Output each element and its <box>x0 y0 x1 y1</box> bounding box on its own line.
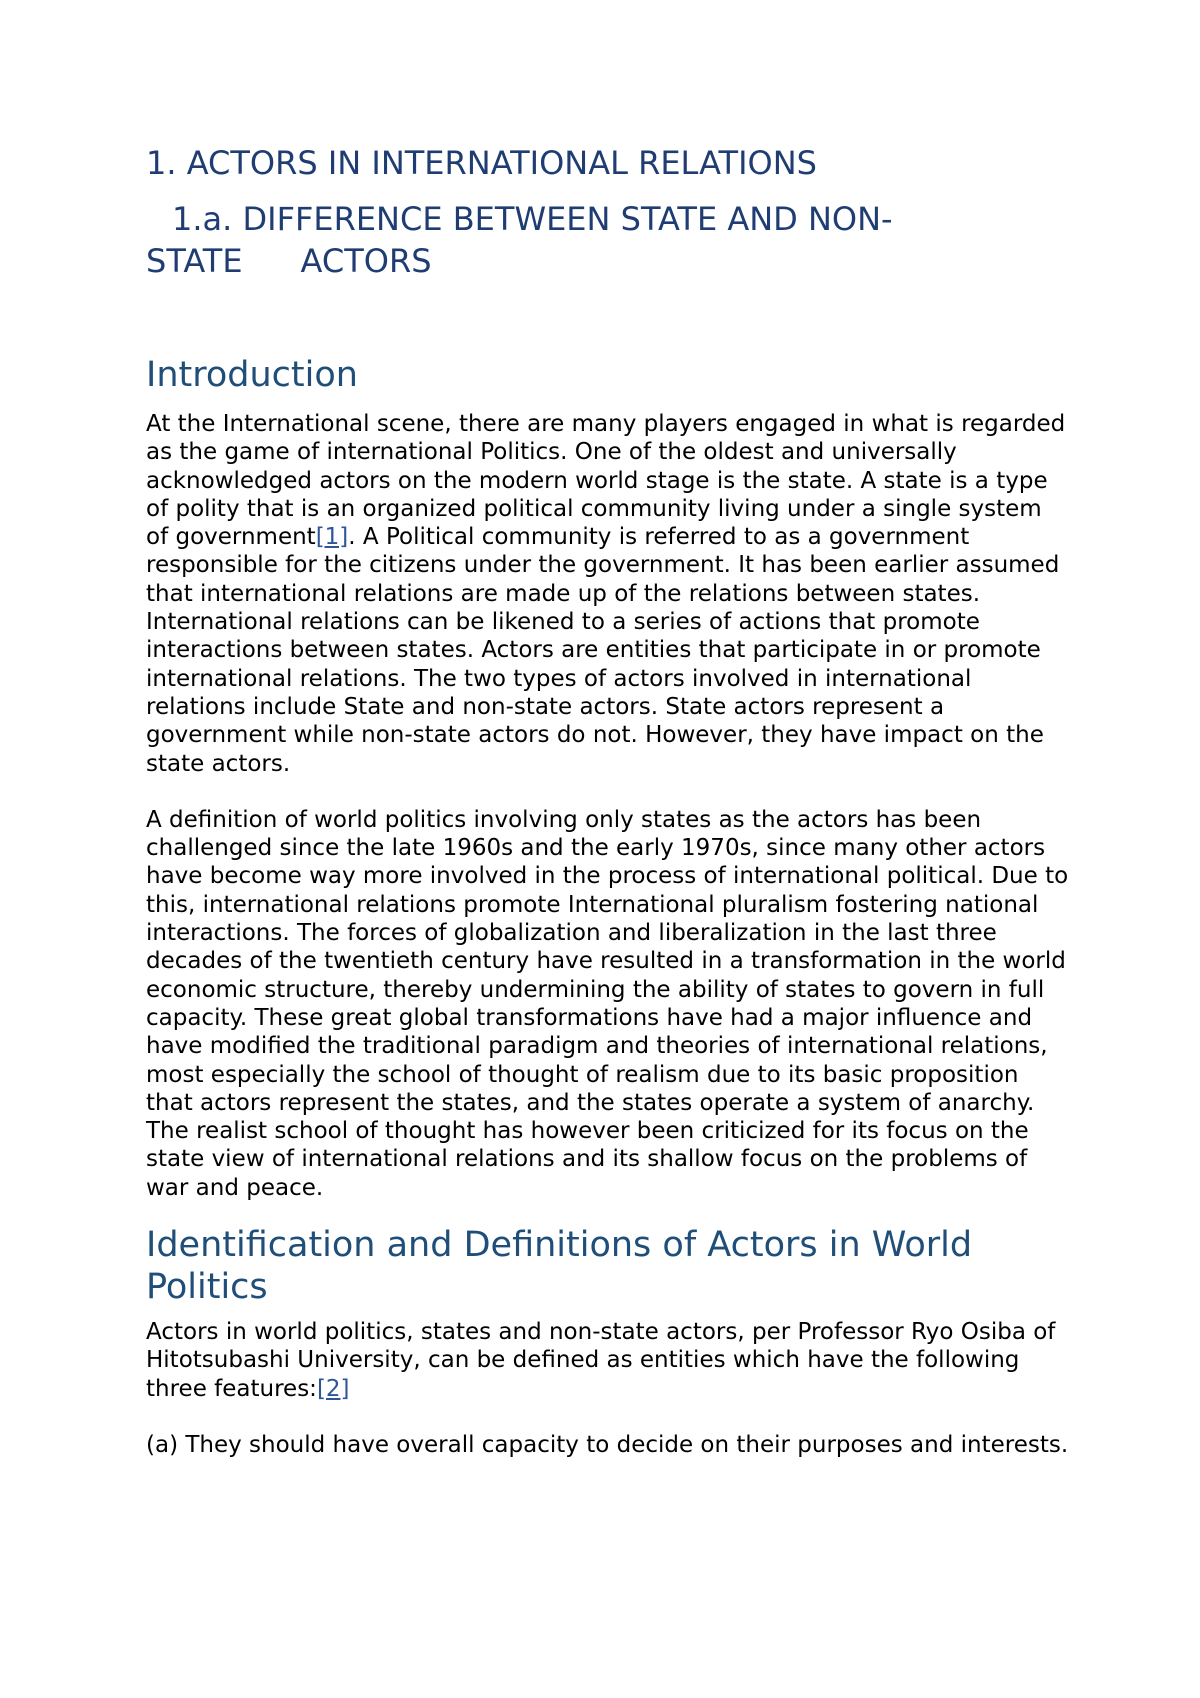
introduction-paragraph-2: A definition of world politics involving only states as the actors has been challenged since the late 1960s and the early 1970s, since many other actors have become way more involved in the process of international political. Due to this, international relations promote International pluralism fostering national interactions. The forces of globalization and liberalization in the last three decades of the twentieth century have resulted in a transformation in the world economic structure, thereby undermining the ability of states to govern in full capacity. These great global transformations have had a major influence and have modified the traditional paradigm and theories of international relations, most especially the school of thought of realism due to its basic proposition that actors represent the states, and the states operate a system of anarchy. The realist school of thought has however been criticized for its focus on the state view of international relations and its shallow focus on the problems of war and peace. <box>146 806 1069 1201</box>
document-page <box>146 142 1070 1459</box>
intro-p1-text-before: At the International scene, there are many players engaged in what is regarded as the game of international Politics. One of the oldest and universally acknowledged actors on the modern world stage is the state. A state is a type of polity that is an organized political community living under a single system of government <box>146 411 1066 551</box>
identification-heading: Identification and Definitions of Actors in World Politics <box>146 1225 973 1308</box>
intro-p1-text-after: . A Political community is referred to as a government responsible for the citizens under the government. It has been earlier assumed that international relations are made up of the relations between states. International relations can be likened to a series of actions that promote interactions between states. Actors are entities that participate in or promote international relations. The two types of actors involved in international relations include State and non-state actors. State actors represent a government while non-state actors do not. However, they have impact on the state actors. <box>146 524 1060 777</box>
subtitle-line-2-state: STATE <box>146 242 243 280</box>
footnote-ref-1-link[interactable]: [1] <box>315 524 349 551</box>
introduction-paragraph-1 <box>146 410 1070 778</box>
footnote-ref-2-link[interactable]: [2] <box>316 1375 350 1402</box>
ident-p1-text: Actors in world politics, states and non-state actors, per Professor Ryo Osiba of Hitotsubashi University, can be defined as entities which have the following three features: <box>146 1319 1056 1402</box>
introduction-heading: Introduction <box>146 355 358 395</box>
chapter-title: 1. ACTORS IN INTERNATIONAL RELATIONS <box>146 144 817 182</box>
subtitle-line-2-actors: ACTORS <box>300 242 432 280</box>
feature-a-paragraph: (a) They should have overall capacity to decide on their purposes and interests. <box>146 1431 1069 1458</box>
identification-paragraph-1 <box>146 1318 1070 1403</box>
section-subtitle <box>146 198 1070 282</box>
subtitle-line-1: 1.a. DIFFERENCE BETWEEN STATE AND NON- <box>172 200 893 238</box>
